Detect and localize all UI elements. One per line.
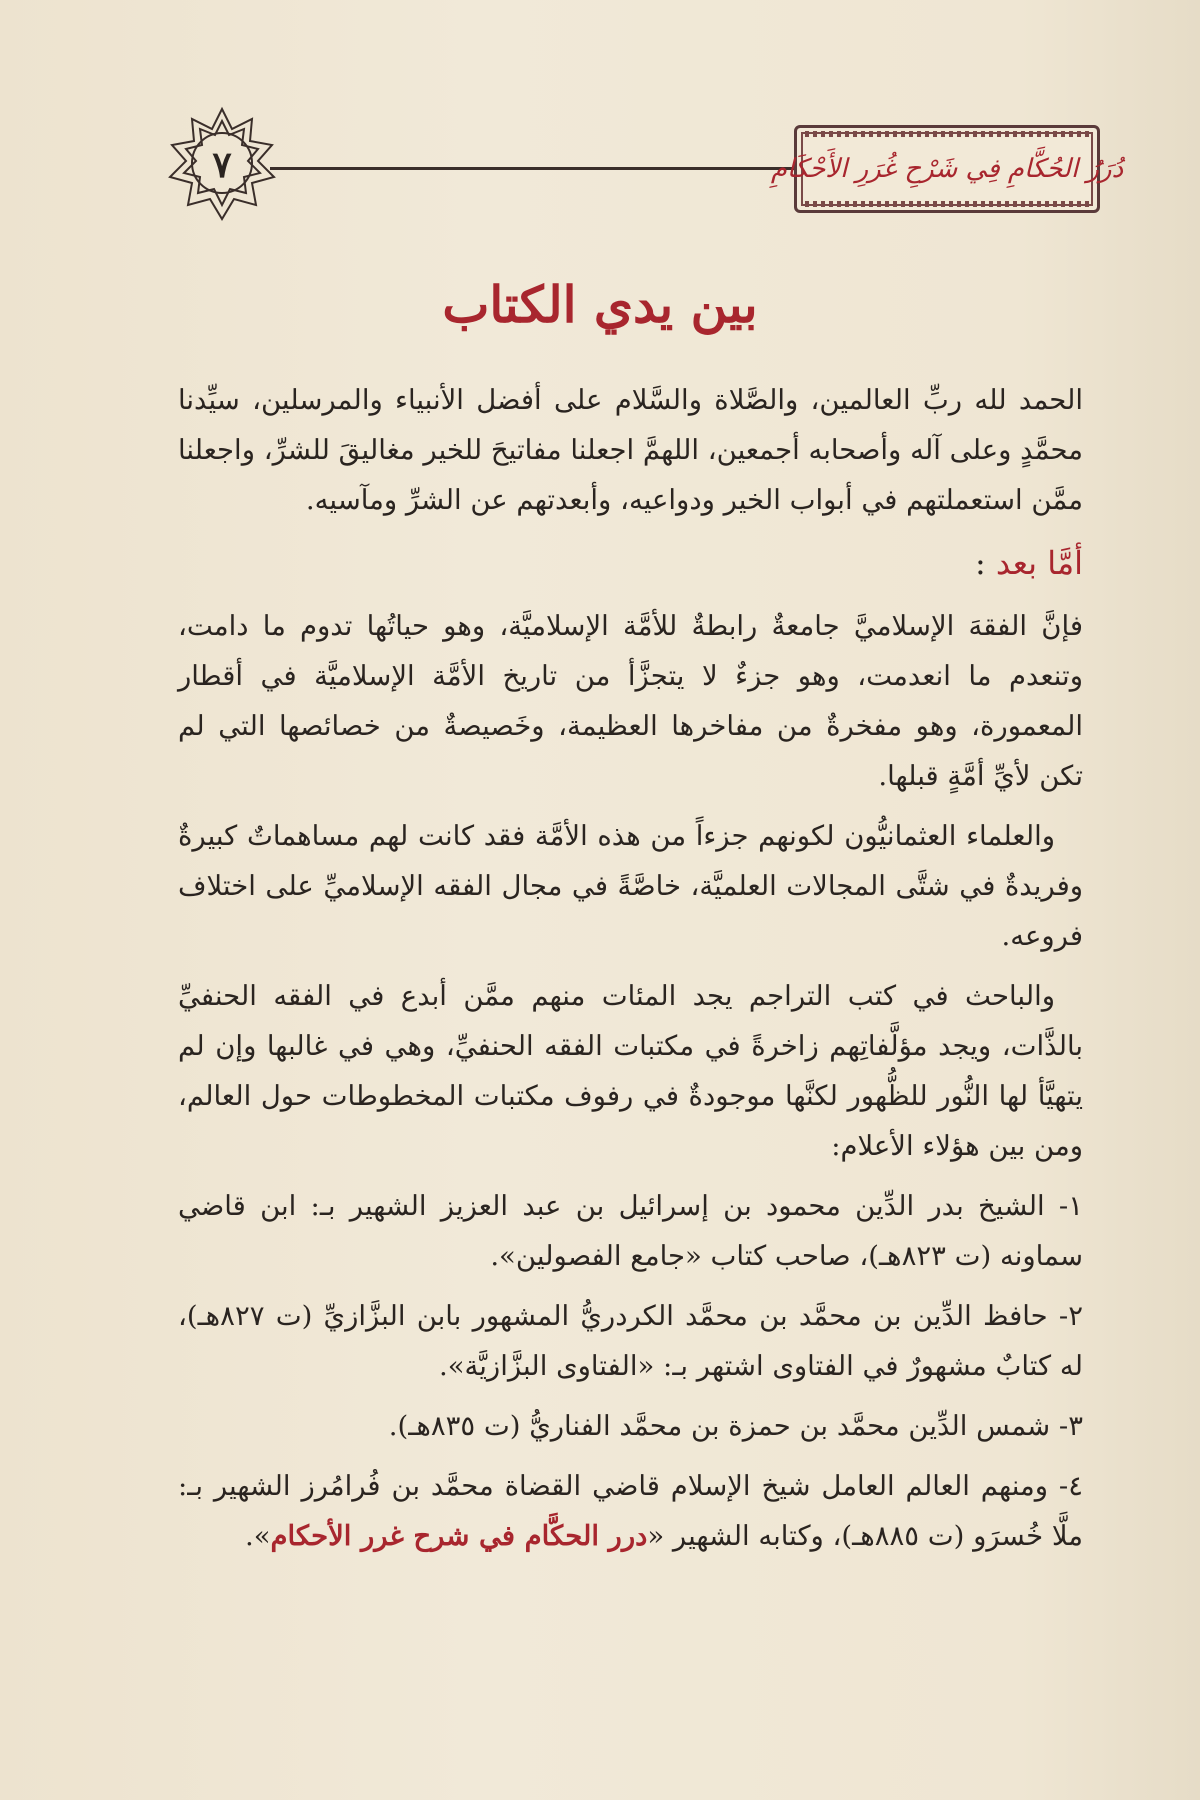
intro-paragraph: الحمد لله ربِّ العالمين، والصَّلاة والسَّلام على أفضل الأنبياء والمرسلين، سيِّدنا محمَّدٍ وعلى آله وأصحابه أجمعين، اللهمَّ اجعلنا مفاتيحَ للخير مغاليقَ للشرِّ، واجعلنا ممَّن استعملتهم في أبواب الخير ودواعيه، وأبعدتهم عن الشرِّ ومآسيه. (178, 384, 1083, 516)
section-heading: بين يدي الكتاب (442, 275, 758, 334)
scholar-text: ومنهم العالم العامل شيخ الإسلام قاضي القضاة محمَّد بن فُرامُرز الشهير بـ: ملَّا خُسرَو (ت ٨٨٥هـ)، وكتابه الشهير « (178, 1470, 1083, 1552)
scholar-number: ٤- (1058, 1470, 1083, 1502)
paragraph-ottoman-scholars: والعلماء العثمانيُّون لكونهم جزءاً من هذه الأمَّة فقد كانت لهم مساهماتٌ كبيرةٌ وفريدةٌ في شتَّى المجالات العلميَّة، خاصَّةً في مجال الفقه الإسلاميِّ على اختلاف فروعه. (178, 820, 1083, 952)
book-title-highlight: درر الحكَّام في شرح غرر الأحكام (270, 1520, 648, 1552)
running-title: دُرَرُ الحُكَّامِ فِي شَرْحِ غُرَرِ الأَحْكَامِ (770, 154, 1124, 184)
scholar-item (178, 1461, 1083, 1561)
running-header (150, 95, 1124, 245)
scholar-item (178, 1401, 1083, 1451)
paragraph-researcher: والباحث في كتب التراجم يجد المئات منهم ممَّن أبدع في الفقه الحنفيِّ بالذَّات، ويجد مؤلَّفاتِهم زاخرةً في مكتبات الفقه الحنفيِّ، وهي في غالبها وإن لم يتهيَّأ لها النُّور للظُّهور لكنَّها موجودةٌ في رفوف مكتبات المخطوطات حول العالم، ومن بين هؤلاء الأعلام: (178, 980, 1083, 1162)
scholar-number: ٣- (1058, 1410, 1083, 1442)
scholar-number: ١- (1058, 1190, 1083, 1222)
scholar-text: حافظ الدِّين بن محمَّد بن محمَّد الكردريُّ المشهور بابن البزَّازيِّ (ت ٨٢٧هـ)، له كتابٌ مشهورٌ في الفتاوى اشتهر بـ: «الفتاوى البزَّازيَّة». (178, 1300, 1083, 1382)
running-title-frame (770, 125, 1124, 213)
scholar-number: ٢- (1058, 1300, 1083, 1332)
scholar-item (178, 1291, 1083, 1391)
scholar-text-end: ». (244, 1520, 271, 1552)
amma-baad-label: أمَّا بعد (995, 544, 1083, 582)
scholar-text: الشيخ بدر الدِّين محمود بن إسرائيل بن عبد العزيز الشهير بـ: ابن قاضي سماونه (ت ٨٢٣هـ)، صاحب كتاب «جامع الفصولين». (178, 1190, 1083, 1272)
scholar-text: شمس الدِّين محمَّد بن حمزة بن محمَّد الفناريُّ (ت ٨٣٥هـ). (388, 1410, 1051, 1442)
paragraph-fiqh: فإنَّ الفقهَ الإسلاميَّ جامعةٌ رابطةٌ للأمَّة الإسلاميَّة، وهو حياتُها تدوم ما دامت، وتنعدم ما انعدمت، وهو جزءٌ لا يتجزَّأ من تاريخ الأمَّة الإسلاميَّة في أقطار المعمورة، وهو مفخرةٌ من مفاخرها العظيمة، وخَصيصةٌ من خصائصها التي لم تكن لأيِّ أمَّةٍ قبلها. (178, 610, 1083, 792)
body-text (178, 375, 1083, 1571)
amma-baad-colon: : (974, 544, 986, 582)
amma-baad-subhead (178, 535, 1083, 591)
scholar-item (178, 1181, 1083, 1281)
page-number: ٧ (212, 144, 232, 186)
header-rule (270, 167, 800, 170)
